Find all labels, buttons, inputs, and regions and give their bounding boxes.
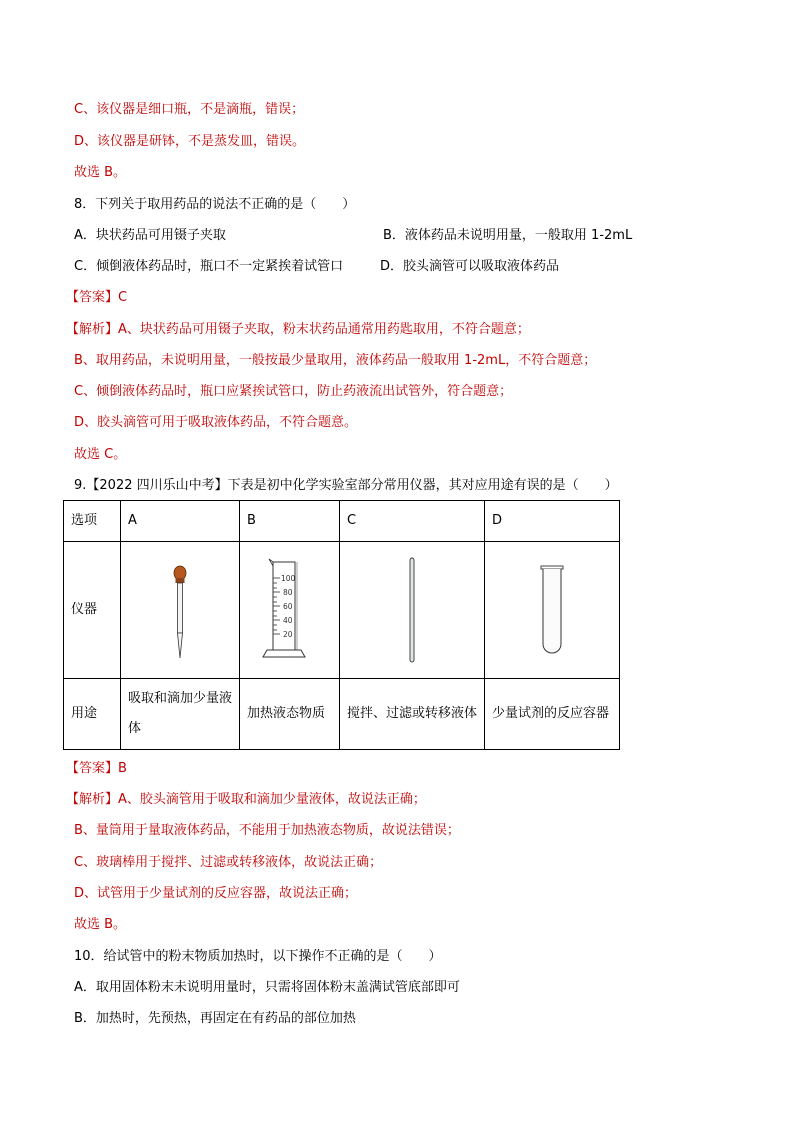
use-b: 加热液态物质 [240,679,340,750]
q10-stem: 10．给试管中的粉末物质加热时，以下操作不正确的是（ ） [74,949,442,964]
glass-rod-icon [402,556,422,664]
q8-option-a: A．块状药品可用镊子夹取 [74,228,226,243]
prev-analysis-d: D、该仪器是研钵，不是蒸发皿，错误。 [74,134,306,149]
cell-glass-rod [340,542,485,679]
answer-value: C [118,290,128,305]
q8-analysis-d: D、胶头滴管可用于吸取液体药品，不符合题意。 [74,415,358,430]
answer-value: B [118,761,127,776]
q8-stem: 8．下列关于取用药品的说法不正确的是（ ） [74,197,356,212]
q10-option-a: A．取用固体粉末未说明用量时，只需将固体粉末盖满试管底部即可 [74,980,460,995]
analysis-text: A、胶头滴管用于吸取和滴加少量液体，故说法正确； [118,792,426,807]
prev-conclusion: 故选 B。 [74,165,127,180]
graduated-cylinder-icon [257,558,323,662]
q8-answer [66,289,127,307]
answer-tag: 【答案】 [66,290,119,305]
cell-test-tube [485,542,620,679]
cylinder-tick-label: 60 [282,602,293,611]
q8-analysis-a [66,321,530,339]
answer-tag: 【答案】 [66,761,119,776]
q9-analysis-c: C、玻璃棒用于搅拌、过滤或转移液体，故说法正确； [74,855,383,870]
header-a: A [121,501,240,542]
analysis-tag: 【解析】 [66,322,119,337]
analysis-tag: 【解析】 [66,792,119,807]
table-header-row [64,501,620,542]
header-d: D [485,501,620,542]
q8-analysis-b: B、取用药品，未说明用量，一般按最少量取用，液体药品一般取用 1-2mL，不符合题意； [74,353,597,368]
q9-answer [66,760,127,778]
cylinder-tick-label: 20 [282,630,293,639]
cylinder-tick-label: 40 [282,616,293,625]
cell-graduated-cylinder [240,542,340,679]
q8-option-d: D．胶头滴管可以吸取液体药品 [380,259,560,274]
q9-analysis-d: D、试管用于少量试剂的反应容器，故说法正确； [74,886,358,901]
analysis-text: A、块状药品可用镊子夹取，粉末状药品通常用药匙取用，不符合题意； [118,322,530,337]
row-label-instrument: 仪器 [64,542,121,679]
q9-instrument-table [63,500,620,750]
use-d: 少量试剂的反应容器 [485,679,620,750]
cylinder-tick-label: 100 [280,574,295,583]
header-option: 选项 [64,501,121,542]
q8-analysis-c: C、倾倒液体药品时，瓶口应紧挨试管口，防止药液流出试管外，符合题意； [74,384,513,399]
row-label-use: 用途 [64,679,121,750]
table-instrument-row [64,542,620,679]
use-a: 吸取和滴加少量液体 [121,679,240,750]
q8-conclusion: 故选 C。 [74,447,127,462]
dropper-icon [165,560,195,660]
q8-option-b: B．液体药品未说明用量，一般取用 1-2mL [383,228,633,243]
q9-stem: 9.【2022 四川乐山中考】下表是初中化学实验室部分常用仪器，其对应用途有误的是（ ） [74,478,618,493]
q9-analysis-b: B、量筒用于量取液体药品，不能用于加热液态物质，故说法错误； [74,823,460,838]
q9-conclusion: 故选 B。 [74,917,127,932]
q9-analysis-a [66,791,426,809]
use-c: 搅拌、过滤或转移液体 [340,679,485,750]
cylinder-tick-label: 80 [282,588,293,597]
cell-dropper [121,542,240,679]
q8-option-c: C．倾倒液体药品时，瓶口不一定紧挨着试管口 [74,259,344,274]
q10-option-b: B．加热时，先预热，再固定在有药品的部位加热 [74,1011,356,1026]
table-use-row [64,679,620,750]
prev-analysis-c: C、该仪器是细口瓶，不是滴瓶，错误； [74,102,305,117]
header-b: B [240,501,340,542]
header-c: C [340,501,485,542]
test-tube-icon [537,562,567,658]
